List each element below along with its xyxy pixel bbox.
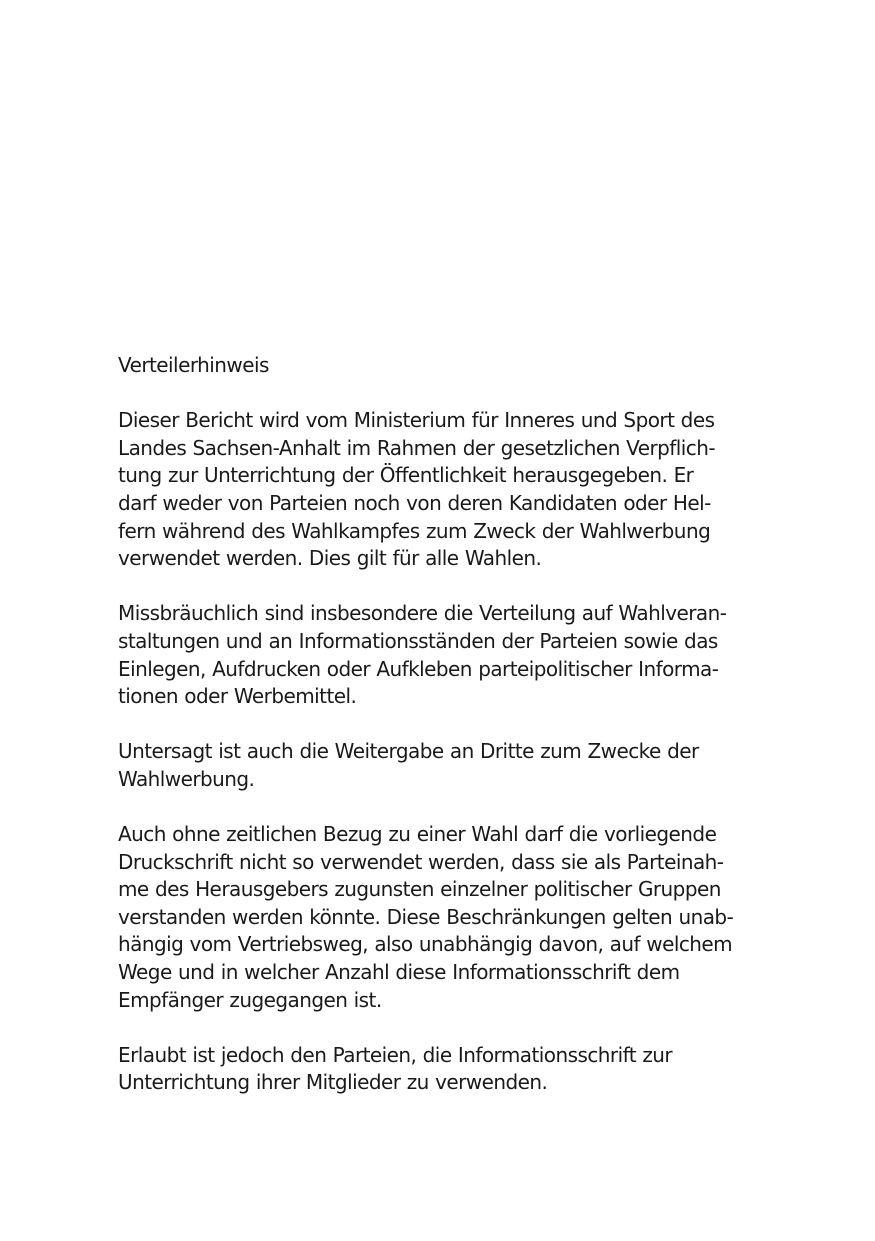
paragraph-line: darf weder von Parteien noch von deren Kandidaten oder Hel-: [118, 490, 711, 515]
paragraph-3: [118, 738, 768, 793]
paragraph-line: Wege und in welcher Anzahl diese Informationsschrift dem: [118, 960, 680, 985]
notice-heading: Verteilerhinweis: [118, 353, 269, 377]
paragraph-line: Wahlwerbung.: [118, 766, 255, 791]
paragraph-4: [118, 821, 768, 1014]
paragraph-line: Empfänger zugegangen ist.: [118, 987, 382, 1012]
paragraph-line: verwendet werden. Dies gilt für alle Wahlen.: [118, 546, 542, 571]
paragraph-line: tung zur Unterrichtung der Öffentlichkeit herausgegeben. Er: [118, 463, 694, 488]
paragraph-line: staltungen und an Informationsständen der Parteien sowie das: [118, 628, 718, 653]
paragraph-line: hängig vom Vertriebsweg, also unabhängig davon, auf welchem: [118, 932, 733, 957]
paragraph-line: fern während des Wahlkampfes zum Zweck der Wahlwerbung: [118, 518, 711, 543]
paragraph-line: Landes Sachsen-Anhalt im Rahmen der gesetzlichen Verpflich-: [118, 435, 716, 460]
distribution-notice: [118, 352, 768, 1097]
paragraph-line: Einlegen, Aufdrucken oder Aufkleben parteipolitischer Informa-: [118, 656, 719, 681]
paragraph-line: Unterrichtung ihrer Mitglieder zu verwenden.: [118, 1070, 548, 1095]
paragraph-line: Erlaubt ist jedoch den Parteien, die Informationsschrift zur: [118, 1042, 673, 1067]
paragraph-line: Auch ohne zeitlichen Bezug zu einer Wahl darf die vorliegende: [118, 822, 717, 847]
paragraph-line: me des Herausgebers zugunsten einzelner politischer Gruppen: [118, 877, 721, 902]
paragraph-line: Dieser Bericht wird vom Ministerium für Inneres und Sport des: [118, 408, 715, 433]
paragraph-line: Missbräuchlich sind insbesondere die Verteilung auf Wahlveran-: [118, 601, 727, 626]
paragraph-line: Druckschrift nicht so verwendet werden, dass sie als Parteinah-: [118, 849, 724, 874]
paragraph-1: [118, 407, 768, 573]
paragraph-line: verstanden werden könnte. Diese Beschränkungen gelten unab-: [118, 904, 734, 929]
paragraph-5: [118, 1042, 768, 1097]
paragraph-line: Untersagt ist auch die Weitergabe an Dritte zum Zwecke der: [118, 739, 699, 764]
paragraph-line: tionen oder Werbemittel.: [118, 684, 357, 709]
paragraph-2: [118, 600, 768, 710]
